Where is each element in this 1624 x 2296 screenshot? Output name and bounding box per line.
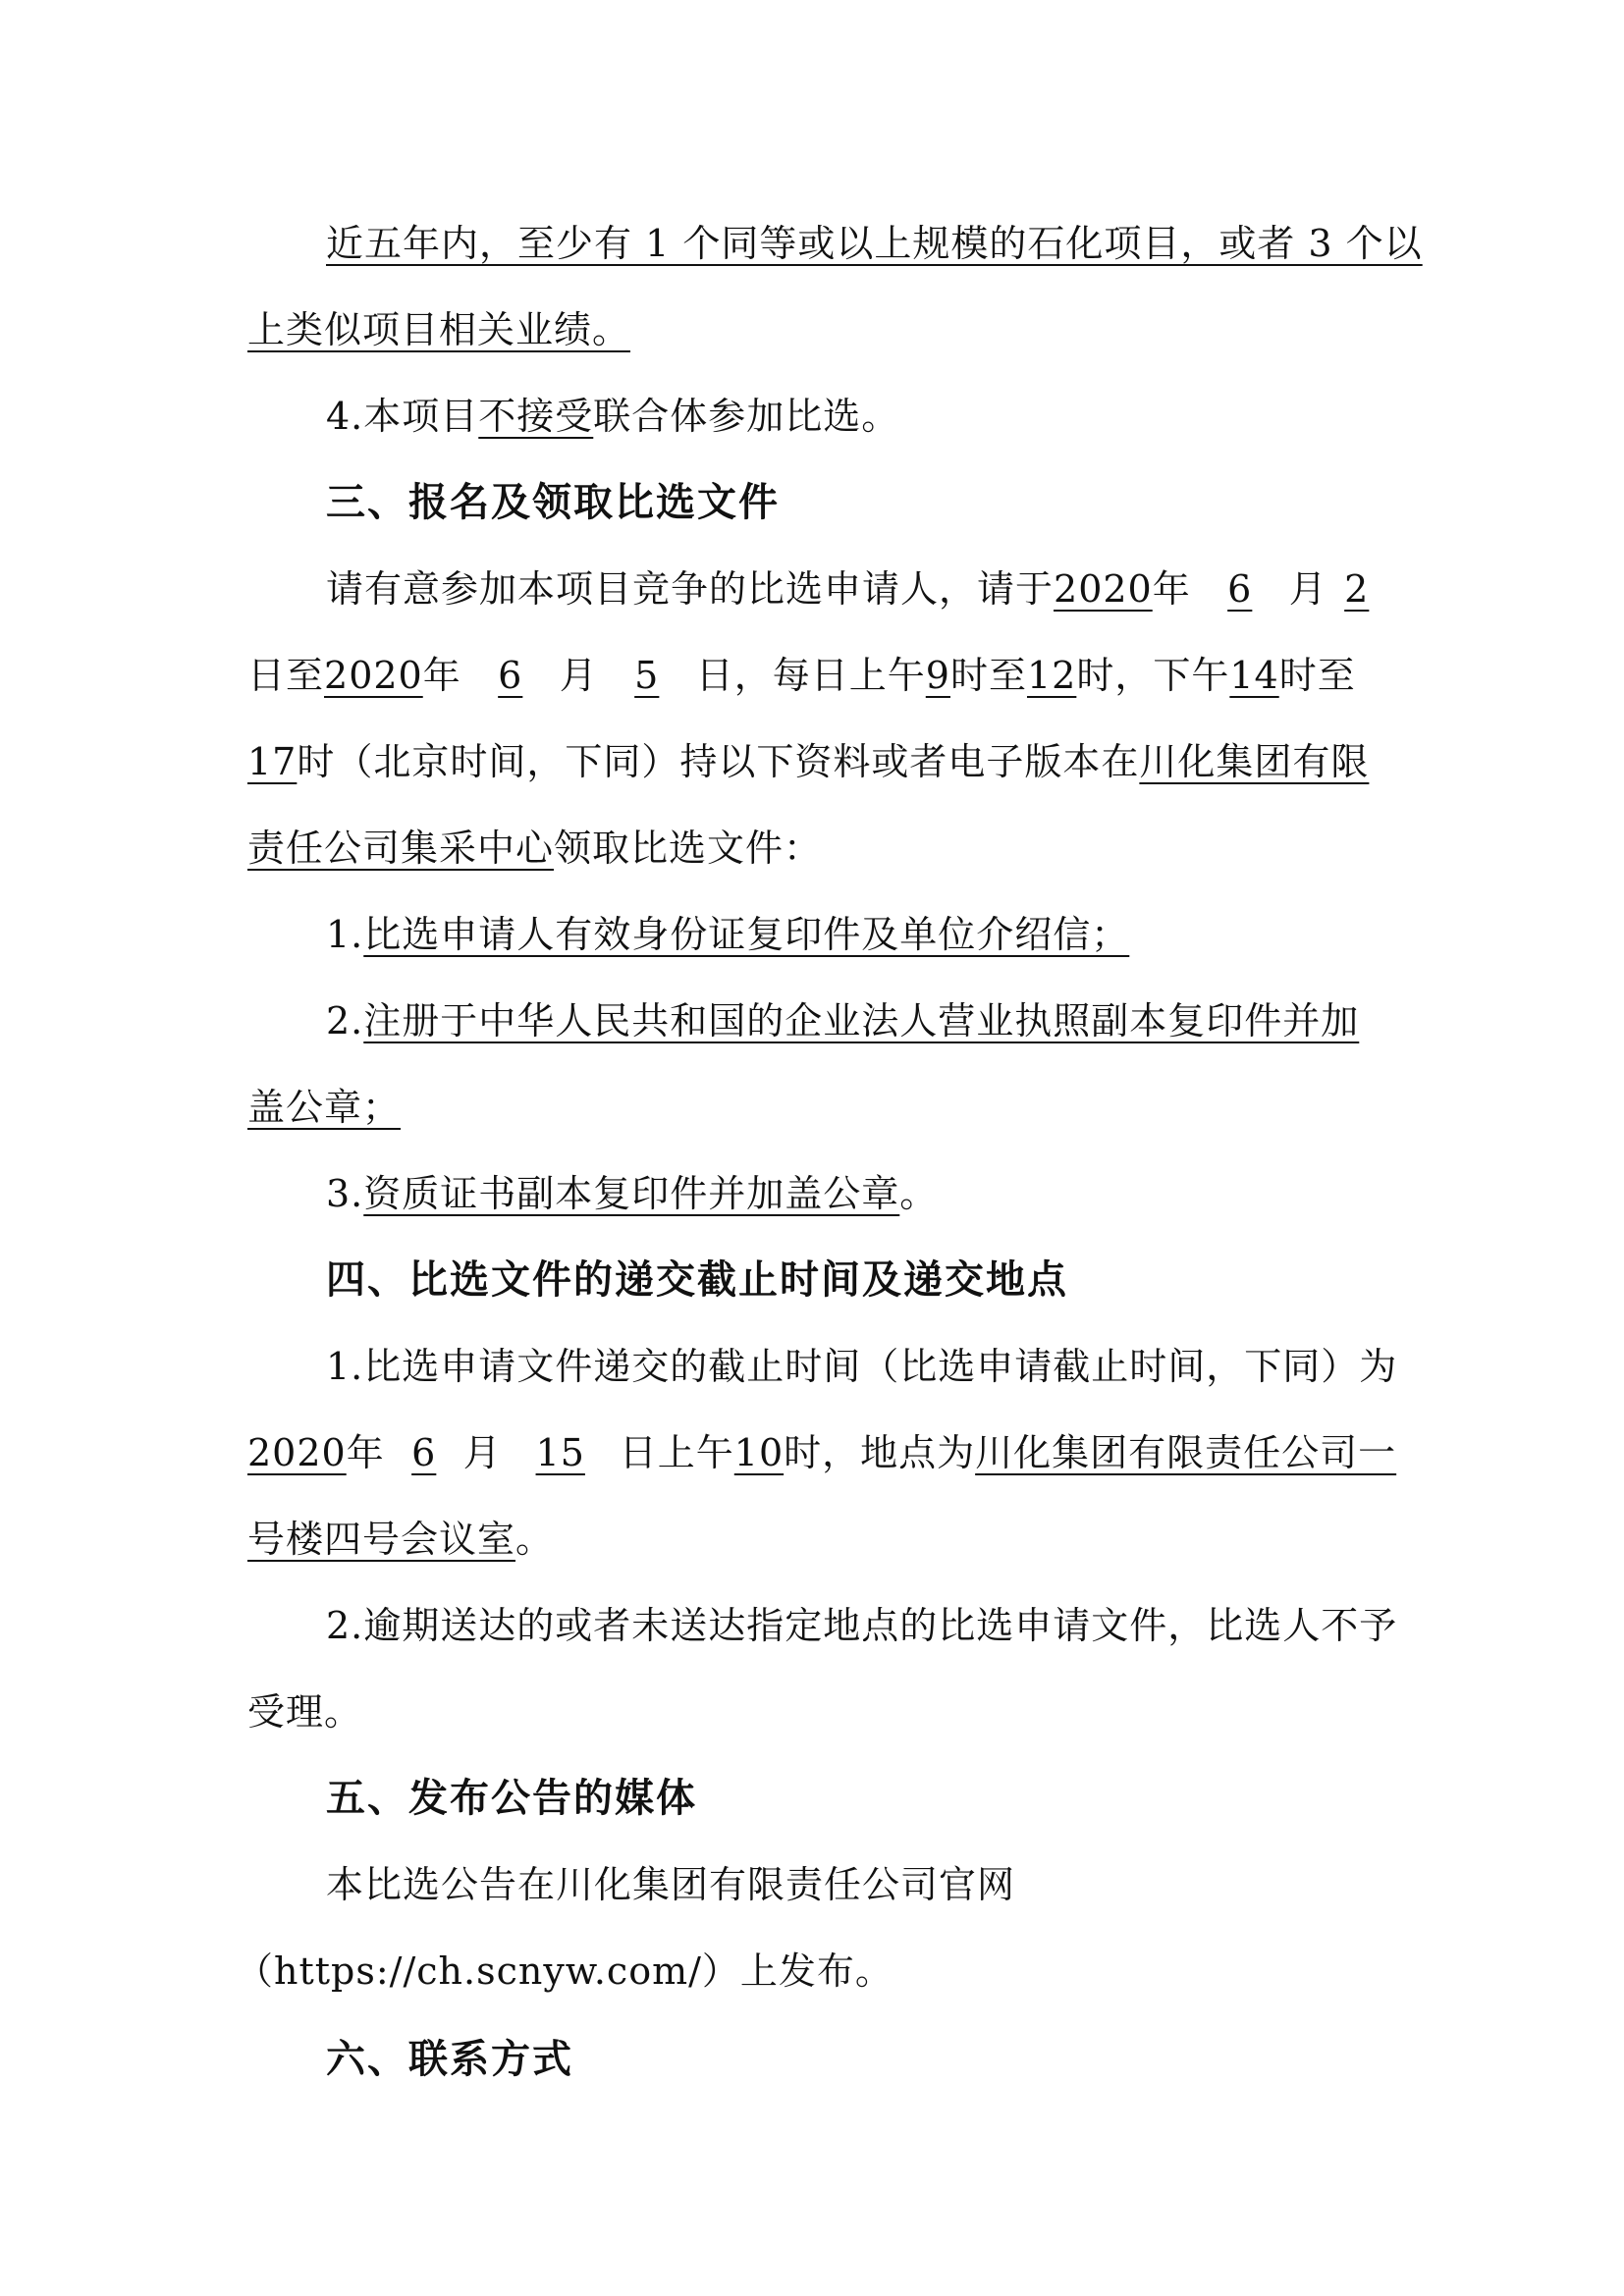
end-year: 2020 — [324, 654, 423, 697]
text-span: 时（北京时间，下同）持以下资料或者电子版本在 — [297, 740, 1140, 783]
deadline-hour: 10 — [733, 1431, 785, 1474]
text-span: 日至 — [247, 654, 325, 697]
afternoon-start-hour: 14 — [1229, 654, 1279, 697]
media-url-line: （https://ch.scnyw.com/）上发布。 — [236, 1949, 893, 1993]
location-text-continued: 责任公司集采中心 — [247, 827, 555, 870]
deadline-paragraph-line — [247, 1514, 1396, 1565]
section-heading-6: 六、联系方式 — [326, 2037, 573, 2082]
text-span: 。 — [515, 1518, 555, 1561]
text-span: 日，每日上午 — [695, 654, 926, 697]
deadline-month: 6 — [411, 1431, 437, 1474]
end-month: 6 — [498, 654, 523, 697]
start-year: 2020 — [1054, 567, 1153, 611]
paragraph-line — [326, 218, 1475, 269]
text-span: 月 — [559, 654, 598, 697]
text-span: 日上午 — [619, 1431, 734, 1474]
media-paragraph: 本比选公告在川化集团有限责任公司官网 — [326, 1863, 1016, 1906]
deadline-paragraph-line — [247, 1427, 1396, 1478]
paragraph-line — [247, 304, 1396, 355]
text-span: 年 — [1152, 567, 1191, 611]
text-span: 年 — [346, 1431, 385, 1474]
qualification-text-continued: 上类似项目相关业绩。 — [247, 308, 631, 351]
text-span: 月 — [1288, 567, 1327, 611]
clause-prefix: 4.本项目 — [326, 395, 479, 438]
deadline-location: 川化集团有限责任公司一 — [975, 1431, 1397, 1474]
text-span: 请有意参加本项目竞争的比选申请人，请于 — [326, 567, 1055, 611]
text-span: 。 — [899, 1172, 939, 1215]
end-day: 5 — [634, 654, 660, 697]
deadline-day: 15 — [535, 1431, 585, 1474]
item-text: 资质证书副本复印件并加盖公章 — [363, 1172, 900, 1215]
required-document-2-continued — [247, 1082, 1396, 1133]
registration-paragraph-line — [247, 823, 1396, 874]
required-document-2 — [326, 995, 1396, 1046]
afternoon-end-hour: 17 — [247, 740, 298, 783]
item-text: 比选申请人有效身份证复印件及单位介绍信； — [363, 913, 1130, 956]
deadline-location-continued: 号楼四号会议室 — [247, 1518, 516, 1561]
start-day: 2 — [1344, 567, 1370, 611]
section-heading-5: 五、发布公告的媒体 — [326, 1776, 697, 1821]
section-heading-3: 三、报名及领取比选文件 — [326, 480, 780, 525]
not-accept-text: 不接受 — [478, 395, 594, 438]
qualification-text: 近五年内，至少有 1 个同等或以上规模的石化项目，或者 3 个以 — [326, 222, 1423, 265]
item-text: 盖公章； — [247, 1086, 402, 1129]
item-text: 注册于中华人民共和国的企业法人营业执照副本复印件并加 — [363, 999, 1360, 1042]
late-submission-paragraph: 2.逾期送达的或者未送达指定地点的比选申请文件，比选人不予 — [326, 1604, 1398, 1647]
item-number: 3. — [326, 1172, 364, 1215]
section-heading-4: 四、比选文件的递交截止时间及递交地点 — [326, 1257, 1068, 1303]
morning-end-hour: 12 — [1026, 654, 1077, 697]
start-month: 6 — [1227, 567, 1253, 611]
registration-paragraph — [326, 563, 1396, 614]
text-span: 时，下午 — [1076, 654, 1230, 697]
text-span: 领取比选文件： — [554, 827, 823, 870]
text-span: 年 — [422, 654, 461, 697]
location-text: 川化集团有限 — [1139, 740, 1370, 783]
registration-paragraph-line — [247, 650, 1396, 701]
item-number: 1. — [326, 913, 364, 956]
item-number: 2. — [326, 999, 364, 1042]
deadline-year: 2020 — [247, 1431, 347, 1474]
text-span: 时至 — [1278, 654, 1356, 697]
text-span: 月 — [462, 1431, 502, 1474]
clause-suffix: 联合体参加比选。 — [593, 395, 900, 438]
registration-paragraph-line — [247, 736, 1396, 787]
text-span: 时至 — [949, 654, 1027, 697]
late-submission-paragraph-line: 受理。 — [247, 1690, 363, 1734]
text-span: 时，地点为 — [784, 1431, 976, 1474]
morning-start-hour: 9 — [925, 654, 950, 697]
consortium-clause — [326, 391, 1396, 442]
required-document-1 — [326, 909, 1396, 960]
deadline-paragraph: 1.比选申请文件递交的截止时间（比选申请截止时间，下同）为 — [326, 1345, 1398, 1388]
required-document-3 — [326, 1168, 1396, 1219]
